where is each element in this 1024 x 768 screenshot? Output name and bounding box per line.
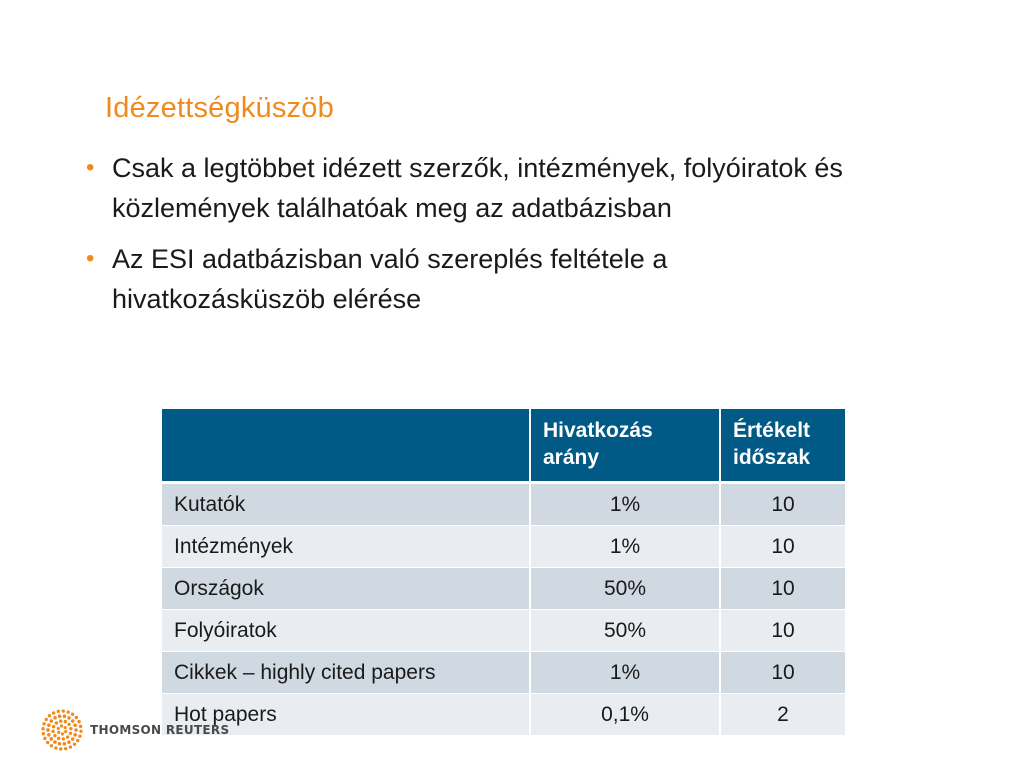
table-row xyxy=(162,483,845,526)
row-rate: 0,1% xyxy=(530,694,720,736)
row-category: Hot papers xyxy=(162,694,530,736)
row-rate: 1% xyxy=(530,526,720,568)
row-period: 2 xyxy=(720,694,845,736)
row-category: Országok xyxy=(162,568,530,610)
bullet-text: Csak a legtöbbet idézett szerzők, intézmények, folyóiratok és közlemények találhatóak meg az adatbázisban xyxy=(112,153,843,223)
row-rate: 1% xyxy=(530,652,720,694)
row-category: Cikkek – highly cited papers xyxy=(162,652,530,694)
bullet-marker: • xyxy=(86,154,95,181)
row-rate: 50% xyxy=(530,568,720,610)
row-period: 10 xyxy=(720,610,845,652)
row-rate: 50% xyxy=(530,610,720,652)
row-period: 10 xyxy=(720,568,845,610)
table-header-rate: Hivatkozás arány xyxy=(530,409,720,483)
thomson-reuters-dots-icon xyxy=(40,708,84,752)
row-rate: 1% xyxy=(530,483,720,526)
row-period: 10 xyxy=(720,652,845,694)
table-row xyxy=(162,652,845,694)
bullet-item xyxy=(84,148,864,228)
table-row xyxy=(162,610,845,652)
row-category: Kutatók xyxy=(162,483,530,526)
table-header-empty xyxy=(162,409,530,483)
thomson-reuters-logo xyxy=(40,708,229,752)
row-period: 10 xyxy=(720,526,845,568)
row-category: Folyóiratok xyxy=(162,610,530,652)
table-header-row xyxy=(162,409,845,483)
table-header-period: Értékelt időszak xyxy=(720,409,845,483)
table-row xyxy=(162,694,845,736)
bullet-text: Az ESI adatbázisban való szereplés feltétele a hivatkozásküszöb elérése xyxy=(112,244,668,314)
row-category: Intézmények xyxy=(162,526,530,568)
table-row xyxy=(162,568,845,610)
bullet-item xyxy=(84,239,864,319)
slide-title: Idézettségküszöb xyxy=(105,92,334,124)
bullet-list xyxy=(84,148,864,330)
row-period: 10 xyxy=(720,483,845,526)
logo-text: THOMSON REUTERS xyxy=(90,723,230,737)
citation-threshold-table xyxy=(162,409,845,736)
bullet-marker: • xyxy=(86,245,95,272)
table-row xyxy=(162,526,845,568)
